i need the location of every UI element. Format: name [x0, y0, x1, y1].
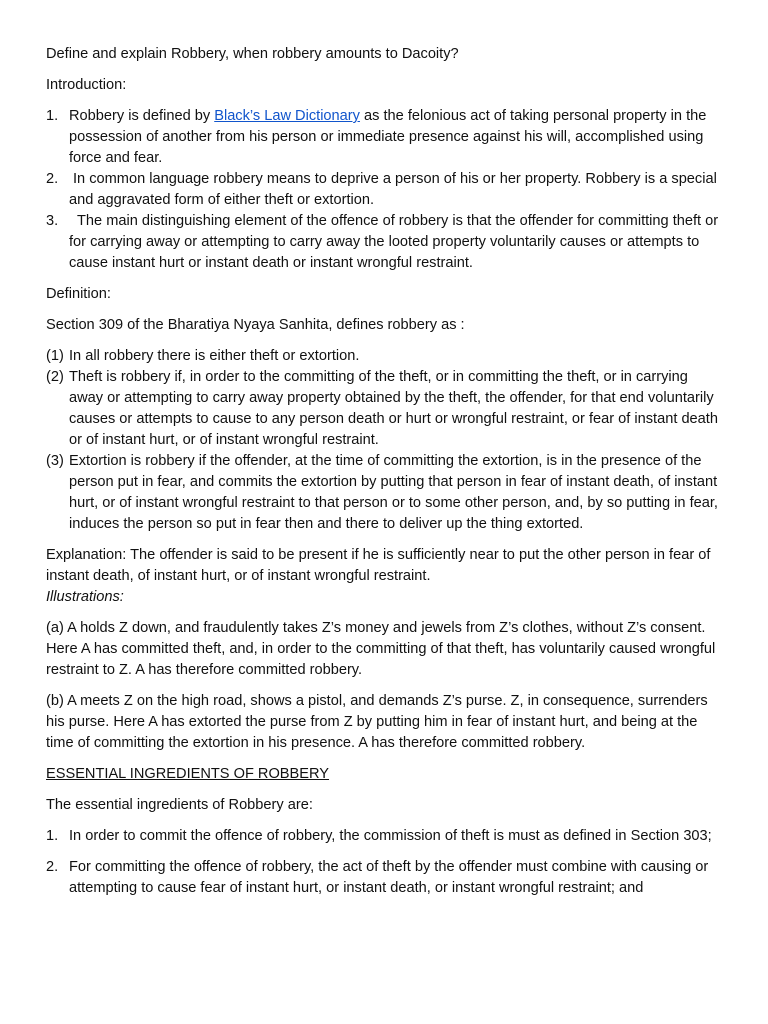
list-item [46, 106, 722, 169]
list-item [46, 367, 722, 451]
list-item-text: The main distinguishing element of the offence of robbery is that the offender for committing theft or for carrying away or attempting to carry away the looted property voluntarily causes or attempts to cause instant hurt or instant death or instant wrongful restraint. [69, 213, 719, 271]
introduction-list [46, 106, 722, 274]
list-item [46, 346, 722, 367]
list-marker: (1) [46, 348, 64, 364]
blacks-law-dictionary-link[interactable]: Black’s Law Dictionary [214, 108, 360, 124]
list-item-text-after-link: as the felonious act of taking personal property in the possession of another from his person or immediate presence against his will, accomplished using force and fear. [69, 108, 707, 166]
introduction-heading: Introduction: [46, 77, 127, 93]
list-item-text-before-link: Robbery is defined by [69, 108, 215, 124]
list-item-text: Extortion is robbery if the offender, at the time of committing the extortion, is in the presence of the person put in fear, and commits the extortion by putting that person in fear of instant death, of instant hurt, or of instant wrongful restraint to that person or to some other person, and, by so putting in fear, induces the person so put in fear then and there to deliver up the thing extorted. [69, 453, 718, 532]
section-intro: Section 309 of the Bharatiya Nyaya Sanhita, defines robbery as : [46, 317, 465, 333]
explanation-paragraph: Explanation: The offender is said to be present if he is sufficiently near to put the other person in fear of instant death, of instant hurt, or of instant wrongful restraint. [46, 547, 711, 584]
ingredients-heading: ESSENTIAL INGREDIENTS OF ROBBERY [46, 766, 330, 782]
definition-list [46, 346, 722, 535]
definition-heading: Definition: [46, 286, 111, 302]
illustrations-heading: Illustrations: [46, 589, 124, 605]
ingredients-intro: The essential ingredients of Robbery are: [46, 797, 313, 813]
illustration-a: (a) A holds Z down, and fraudulently takes Z’s money and jewels from Z’s clothes, without Z’s consent. Here A has committed theft, and, in order to the committing of that theft, has voluntarily caused wrongful restraint to Z. A has therefore committed robbery. [46, 620, 716, 678]
list-marker: 1. [46, 108, 59, 124]
list-item-text: For committing the offence of robbery, the act of theft by the offender must combine with causing or attempting to cause fear of instant hurt, or instant death, or instant wrongful restraint; and [69, 859, 709, 896]
illustration-b: (b) A meets Z on the high road, shows a pistol, and demands Z’s purse. Z, in consequence, surrenders his purse. Here A has extorted the purse from Z by putting him in fear of instant hurt, and being at the time of committing the extortion in his presence. A has therefore committed robbery. [46, 693, 708, 751]
list-marker: (3) [46, 453, 64, 469]
list-item [46, 451, 722, 535]
list-item-text: In common language robbery means to deprive a person of his or her property. Robbery is a special and aggravated form of either theft or extortion. [69, 171, 717, 208]
question-heading: Define and explain Robbery, when robbery amounts to Dacoity? [46, 46, 459, 62]
list-item [46, 211, 722, 274]
list-item [46, 857, 722, 899]
list-marker: 2. [46, 171, 59, 187]
list-marker: (2) [46, 369, 64, 385]
list-marker: 2. [46, 859, 59, 875]
list-item [46, 169, 722, 211]
list-item-text: Theft is robbery if, in order to the committing of the theft, or in committing the theft, or in carrying away or attempting to carry away property obtained by the theft, the offender, for that end voluntarily causes or attempts to cause to any person death or hurt or wrongful restraint, or fear of instant death or of instant hurt, or of instant wrongful restraint. [69, 369, 718, 448]
list-marker: 3. [46, 213, 59, 229]
list-item-text: In all robbery there is either theft or extortion. [69, 348, 360, 364]
list-marker: 1. [46, 828, 59, 844]
ingredients-list [46, 826, 722, 899]
list-item [46, 826, 722, 847]
list-item-text: In order to commit the offence of robbery, the commission of theft is must as defined in Section 303; [69, 828, 712, 844]
